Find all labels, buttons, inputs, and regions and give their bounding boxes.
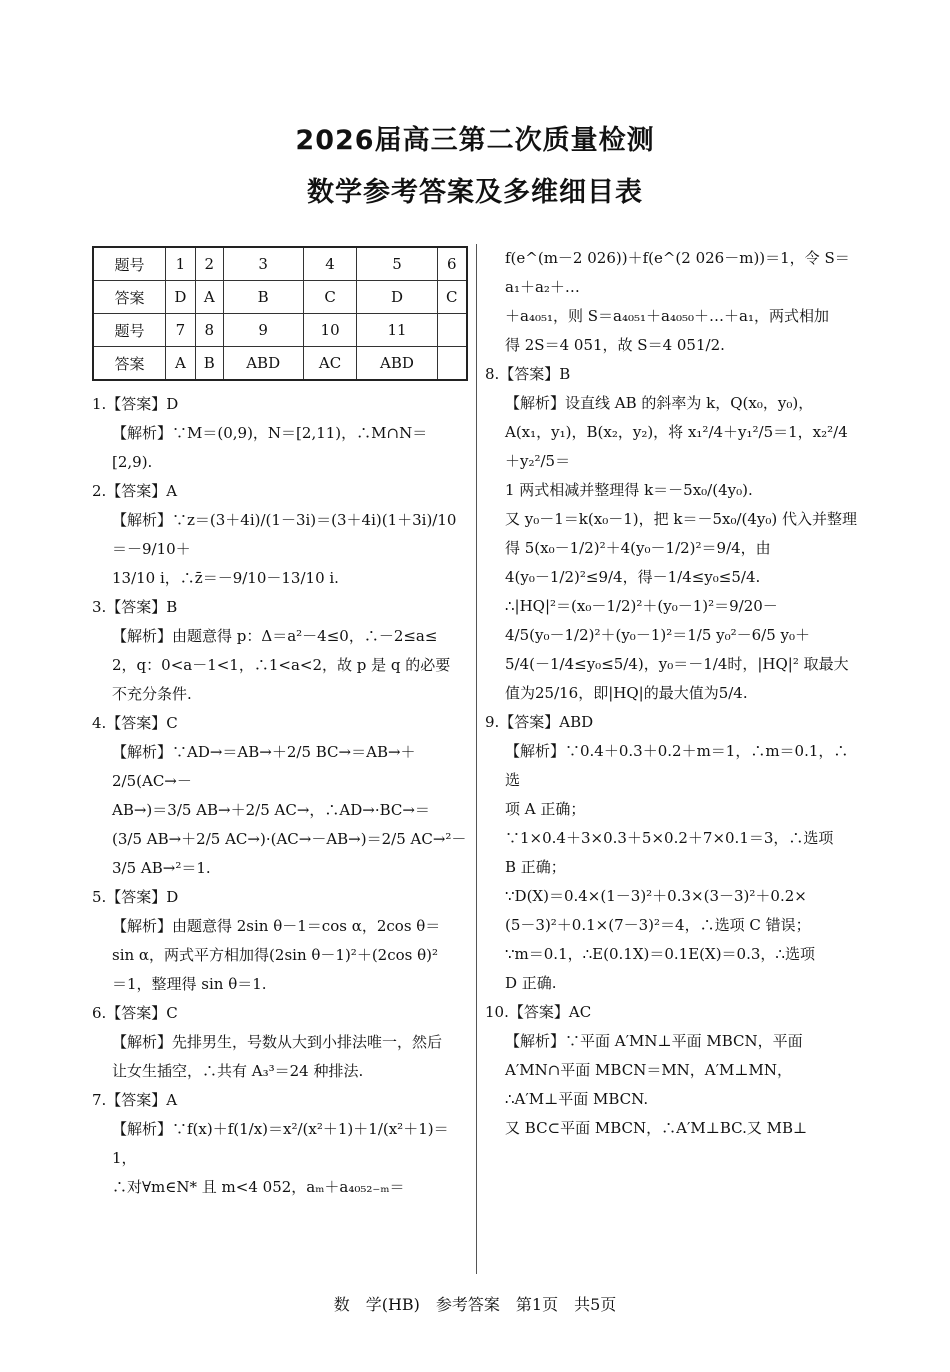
solution-line: 让女生插空，∴共有 A₃³＝24 种排法. bbox=[112, 1062, 364, 1080]
answer-heading: 5.【答案】D bbox=[92, 888, 179, 906]
answer-heading: 9.【答案】ABD bbox=[485, 713, 594, 731]
solution-line: AB→)＝3/5 AB→＋2/5 AC→，∴AD→·BC→＝ bbox=[112, 801, 430, 819]
table-row bbox=[93, 347, 467, 381]
solution-line: 【解析】∵AD→＝AB→＋2/5 BC→＝AB→＋2/5(AC→－ bbox=[112, 743, 416, 790]
solution-line: 【解析】∵f(x)＋f(1/x)＝x²/(x²＋1)＋1/(x²＋1)＝1， bbox=[112, 1120, 449, 1167]
table-cell: 7 bbox=[165, 314, 195, 347]
solution-line: 得 2S＝4 051，故 S＝4 051/2. bbox=[505, 336, 725, 354]
answer-heading: 1.【答案】D bbox=[92, 395, 179, 413]
answer-heading: 3.【答案】B bbox=[92, 598, 178, 616]
table-cell: A bbox=[165, 347, 195, 381]
solution-line: 又 BC⊂平面 MBCN，∴A′M⊥BC.又 MB⊥ bbox=[505, 1119, 808, 1137]
table-cell: 4 bbox=[303, 247, 357, 281]
table-cell: 8 bbox=[195, 314, 223, 347]
solution-line: [2,9). bbox=[112, 453, 153, 471]
solution-line: D 正确. bbox=[505, 974, 557, 992]
table-cell: 5 bbox=[357, 247, 437, 281]
solution-line: 【解析】∵z＝(3＋4i)/(1－3i)＝(3＋4i)(1＋3i)/10＝－9/10＋ bbox=[112, 511, 457, 558]
table-cell: D bbox=[357, 281, 437, 314]
left-column bbox=[92, 390, 470, 1202]
solution-item bbox=[485, 360, 860, 708]
table-cell: 1 bbox=[165, 247, 195, 281]
table-cell: B bbox=[195, 347, 223, 381]
table-cell: D bbox=[165, 281, 195, 314]
solution-line: f(e^(m－2 026))＋f(e^(2 026－m))＝1，令 S＝a₁＋a₂＋… bbox=[505, 249, 850, 296]
table-row bbox=[93, 247, 467, 281]
solution-line: sin α，两式平方相加得(2sin θ－1)²＋(2cos θ)² bbox=[112, 946, 439, 964]
answer-heading: 6.【答案】C bbox=[92, 1004, 178, 1022]
solution-line: ∵m＝0.1，∴E(0.1X)＝0.1E(X)＝0.3，∴选项 bbox=[505, 945, 815, 963]
solution-line: ∵1×0.4＋3×0.3＋5×0.2＋7×0.1＝3，∴选项 bbox=[505, 829, 834, 847]
solution-line: 13/10 i，∴z̄＝－9/10－13/10 i. bbox=[112, 569, 339, 587]
solution-line: B 正确； bbox=[505, 858, 566, 876]
solution-line: 不充分条件. bbox=[112, 685, 192, 703]
right-column bbox=[485, 244, 860, 1143]
solution-line: (5－3)²＋0.1×(7－3)²＝4，∴选项 C 错误； bbox=[505, 916, 811, 934]
solution-item bbox=[92, 883, 470, 999]
solution-item bbox=[485, 708, 860, 998]
page-subtitle: 数学参考答案及多维细目表 bbox=[307, 177, 643, 208]
solution-line: 5/4(－1/4≤y₀≤5/4)，y₀＝－1/4时，|HQ|² 取最大 bbox=[505, 655, 849, 673]
answer-heading: 8.【答案】B bbox=[485, 365, 571, 383]
solution-line: ∴对∀m∈N* 且 m<4 052，aₘ＋a₄₀₅₂₋ₘ＝ bbox=[112, 1178, 405, 1196]
page-title: 2026届高三第二次质量检测 bbox=[295, 125, 655, 156]
table-cell: 2 bbox=[195, 247, 223, 281]
column-divider bbox=[476, 244, 477, 1274]
solution-line: 2，q：0<a－1<1，∴1<a<2，故 p 是 q 的必要 bbox=[112, 656, 451, 674]
solution-line: ＋a₄₀₅₁，则 S＝a₄₀₅₁＋a₄₀₅₀＋…＋a₁，两式相加 bbox=[505, 307, 829, 325]
solution-line: 【解析】∵平面 A′MN⊥平面 MBCN，平面 bbox=[505, 1032, 803, 1050]
table-header-cell: 题号 bbox=[93, 247, 165, 281]
solution-item bbox=[92, 477, 470, 593]
solution-line: 【解析】∵M＝(0,9)，N＝[2,11)，∴M∩N＝ bbox=[112, 424, 428, 442]
page-footer: 数 学(HB) 参考答案 第1页 共5页 bbox=[333, 1295, 617, 1314]
solution-line: A(x₁，y₁)，B(x₂，y₂)，将 x₁²/4＋y₁²/5＝1，x₂²/4＋y₂²/5＝ bbox=[505, 423, 848, 470]
solution-item bbox=[485, 244, 860, 360]
table-header-cell: 题号 bbox=[93, 314, 165, 347]
solution-line: 3/5 AB→²＝1. bbox=[112, 859, 211, 877]
table-cell bbox=[437, 347, 467, 381]
table-row bbox=[93, 281, 467, 314]
solution-item bbox=[92, 1086, 470, 1202]
table-row bbox=[93, 314, 467, 347]
table-cell: 3 bbox=[223, 247, 303, 281]
solution-line: 4(y₀－1/2)²≤9/4，得－1/4≤y₀≤5/4. bbox=[505, 568, 761, 586]
table-cell: ABD bbox=[223, 347, 303, 381]
solution-line: 【解析】由题意得 p：Δ＝a²－4≤0，∴－2≤a≤ bbox=[112, 627, 438, 645]
table-cell: 6 bbox=[437, 247, 467, 281]
solution-line: 【解析】设直线 AB 的斜率为 k，Q(x₀，y₀)， bbox=[505, 394, 814, 412]
solution-line: ∴|HQ|²＝(x₀－1/2)²＋(y₀－1)²＝9/20－ bbox=[505, 597, 778, 615]
solution-line: 项 A 正确； bbox=[505, 800, 586, 818]
solution-line: A′MN∩平面 MBCN＝MN，A′M⊥MN， bbox=[505, 1061, 792, 1079]
solution-line: 4/5(y₀－1/2)²＋(y₀－1)²＝1/5 y₀²－6/5 y₀＋ bbox=[505, 626, 811, 644]
table-cell: B bbox=[223, 281, 303, 314]
table-cell: ABD bbox=[357, 347, 437, 381]
table-cell bbox=[437, 314, 467, 347]
solution-line: ∴A′M⊥平面 MBCN. bbox=[505, 1090, 649, 1108]
table-cell: 11 bbox=[357, 314, 437, 347]
solution-item bbox=[92, 390, 470, 477]
answer-heading: 2.【答案】A bbox=[92, 482, 178, 500]
solution-line: 【解析】先排男生，号数从大到小排法唯一，然后 bbox=[112, 1033, 443, 1051]
answer-table bbox=[92, 246, 468, 381]
solution-line: 又 y₀－1＝k(x₀－1)，把 k＝－5x₀/(4y₀) 代入并整理 bbox=[505, 510, 858, 528]
solution-line: 1 两式相减并整理得 k＝－5x₀/(4y₀). bbox=[505, 481, 753, 499]
table-cell: C bbox=[437, 281, 467, 314]
table-cell: C bbox=[303, 281, 357, 314]
answer-heading: 7.【答案】A bbox=[92, 1091, 178, 1109]
answer-heading: 4.【答案】C bbox=[92, 714, 178, 732]
solution-item bbox=[92, 709, 470, 883]
solution-line: 值为25/16，即|HQ|的最大值为5/4. bbox=[505, 684, 748, 702]
table-cell: 10 bbox=[303, 314, 357, 347]
table-cell: AC bbox=[303, 347, 357, 381]
solution-line: ∵D(X)＝0.4×(1－3)²＋0.3×(3－3)²＋0.2× bbox=[505, 887, 807, 905]
table-cell: A bbox=[195, 281, 223, 314]
table-cell: 9 bbox=[223, 314, 303, 347]
table-header-cell: 答案 bbox=[93, 281, 165, 314]
solution-item bbox=[92, 999, 470, 1086]
solution-line: ＝1，整理得 sin θ＝1. bbox=[112, 975, 267, 993]
solution-item bbox=[485, 998, 860, 1143]
table-header-cell: 答案 bbox=[93, 347, 165, 381]
solution-item bbox=[92, 593, 470, 709]
solution-line: 得 5(x₀－1/2)²＋4(y₀－1/2)²＝9/4，由 bbox=[505, 539, 771, 557]
solution-line: (3/5 AB→＋2/5 AC→)·(AC→－AB→)＝2/5 AC→²－ bbox=[112, 830, 467, 848]
solution-line: 【解析】∵0.4＋0.3＋0.2＋m＝1，∴m＝0.1，∴选 bbox=[505, 742, 849, 789]
solution-line: 【解析】由题意得 2sin θ－1＝cos α，2cos θ＝ bbox=[112, 917, 441, 935]
answer-heading: 10.【答案】AC bbox=[485, 1003, 592, 1021]
